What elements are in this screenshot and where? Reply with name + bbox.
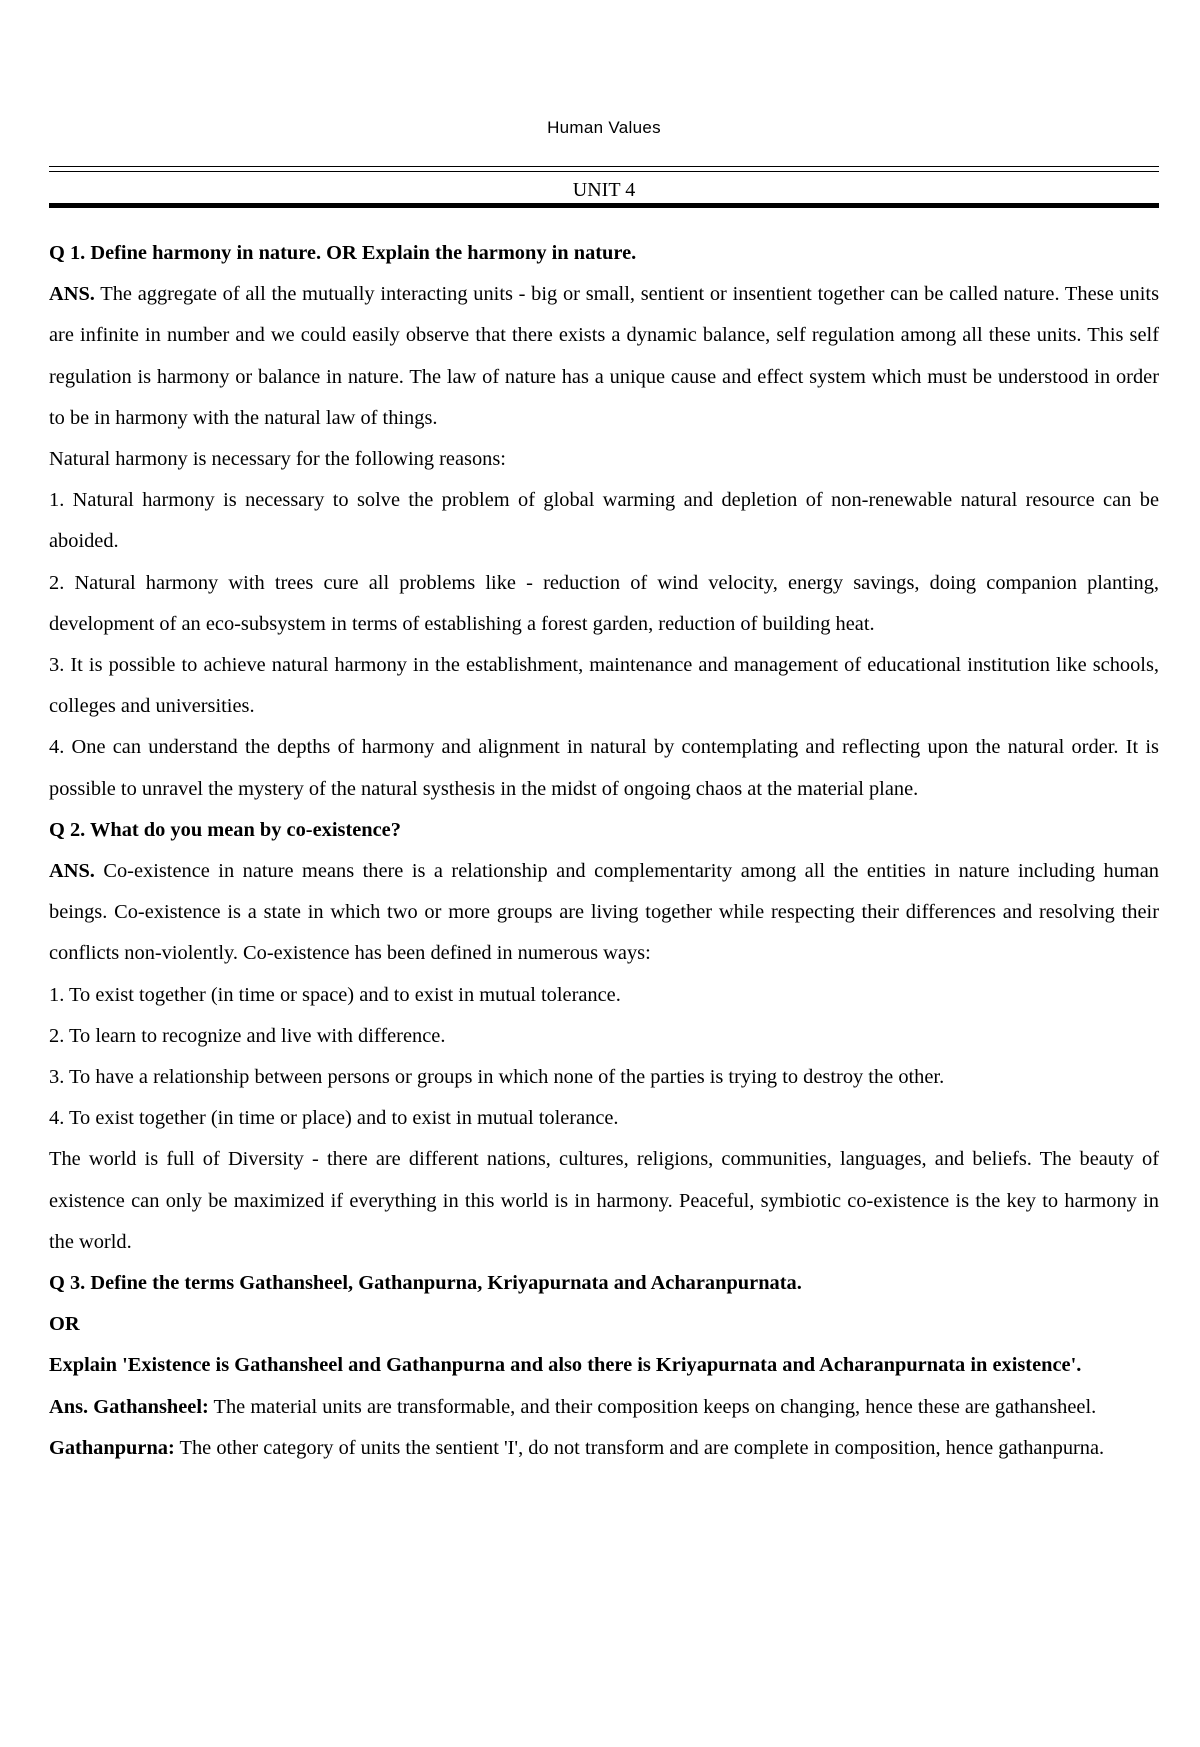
answer-1-intro: Natural harmony is necessary for the following reasons: bbox=[49, 448, 506, 471]
question-3-or: OR bbox=[49, 1313, 80, 1336]
unit-title: UNIT 4 bbox=[572, 179, 636, 201]
answer-text: Co-existence in nature means there is a relationship and complementarity among all the entities in nature including human beings. Co-existence is a state in which two or more groups are living together while respecting their differences and resolving their conflicts non-violently. Co-existence has been defined in numerous ways: bbox=[49, 860, 1159, 965]
term-definition: The material units are transformable, and their composition keeps on changing, hence these are gathansheel. bbox=[213, 1395, 1097, 1418]
question-2: Q 2. What do you mean by co-existence? bbox=[49, 818, 401, 841]
answer-label: ANS. bbox=[49, 283, 95, 306]
answer-2 bbox=[49, 851, 1159, 975]
term-label: Gathanpurna: bbox=[49, 1436, 175, 1459]
question-3-alt: Explain 'Existence is Gathansheel and Gathanpurna and also there is Kriyapurnata and Acharanpurnata in existence'. bbox=[49, 1354, 1082, 1377]
answer-1 bbox=[49, 274, 1159, 439]
list-item: 1. To exist together (in time or space) and to exist in mutual tolerance. bbox=[49, 983, 621, 1006]
term-label: Gathansheel: bbox=[93, 1395, 209, 1418]
list-item: 3. To have a relationship between persons or groups in which none of the parties is trying to destroy the other. bbox=[49, 1066, 945, 1089]
list-item: 3. It is possible to achieve natural harmony in the establishment, maintenance and management of educational institution like schools, colleges and universities. bbox=[49, 654, 1159, 718]
list-item: 4. One can understand the depths of harmony and alignment in natural by contemplating and reflecting upon the natural order. It is possible to unravel the mystery of the natural systhesis in the midst of ongoing chaos at the material plane. bbox=[49, 736, 1159, 800]
answer-2-closing: The world is full of Diversity - there are different nations, cultures, religions, communities, languages, and beliefs. The beauty of existence can only be maximized if everything in this world is in harmony. Peaceful, symbiotic co-existence is the key to harmony in the world. bbox=[49, 1148, 1159, 1253]
header-thick-rule bbox=[49, 203, 1159, 208]
answer-label: ANS. bbox=[49, 860, 95, 883]
answer-text: The aggregate of all the mutually interacting units - big or small, sentient or insentient together can be called nature. These units are infinite in number and we could easily observe that there exists a dynamic balance, self regulation among all these units. This self regulation is harmony or balance in nature. The law of nature has a unique cause and effect system which must be understood in order to be in harmony with the natural law of things. bbox=[49, 283, 1160, 429]
answer-3-gathanpurna bbox=[49, 1428, 1159, 1469]
header-double-rule bbox=[49, 166, 1159, 172]
term-definition: The other category of units the sentient 'I', do not transform and are complete in composition, hence gathanpurna. bbox=[179, 1436, 1105, 1459]
list-item: 2. Natural harmony with trees cure all problems like - reduction of wind velocity, energy savings, doing companion planting, development of an eco-subsystem in terms of establishing a forest garden, reduction of building heat. bbox=[49, 571, 1159, 635]
list-item: 4. To exist together (in time or place) and to exist in mutual tolerance. bbox=[49, 1107, 619, 1130]
running-header: Human Values bbox=[547, 118, 661, 137]
document-body bbox=[49, 233, 1159, 1469]
list-item: 1. Natural harmony is necessary to solve the problem of global warming and depletion of non-renewable natural resource can be aboided. bbox=[49, 489, 1159, 553]
list-item: 2. To learn to recognize and live with difference. bbox=[49, 1024, 446, 1047]
question-1: Q 1. Define harmony in nature. OR Explain the harmony in nature. bbox=[49, 242, 637, 264]
answer-label: Ans. bbox=[49, 1395, 89, 1418]
question-3: Q 3. Define the terms Gathansheel, Gathanpurna, Kriyapurnata and Acharanpurnata. bbox=[49, 1272, 802, 1295]
answer-3-gathansheel bbox=[49, 1387, 1159, 1428]
